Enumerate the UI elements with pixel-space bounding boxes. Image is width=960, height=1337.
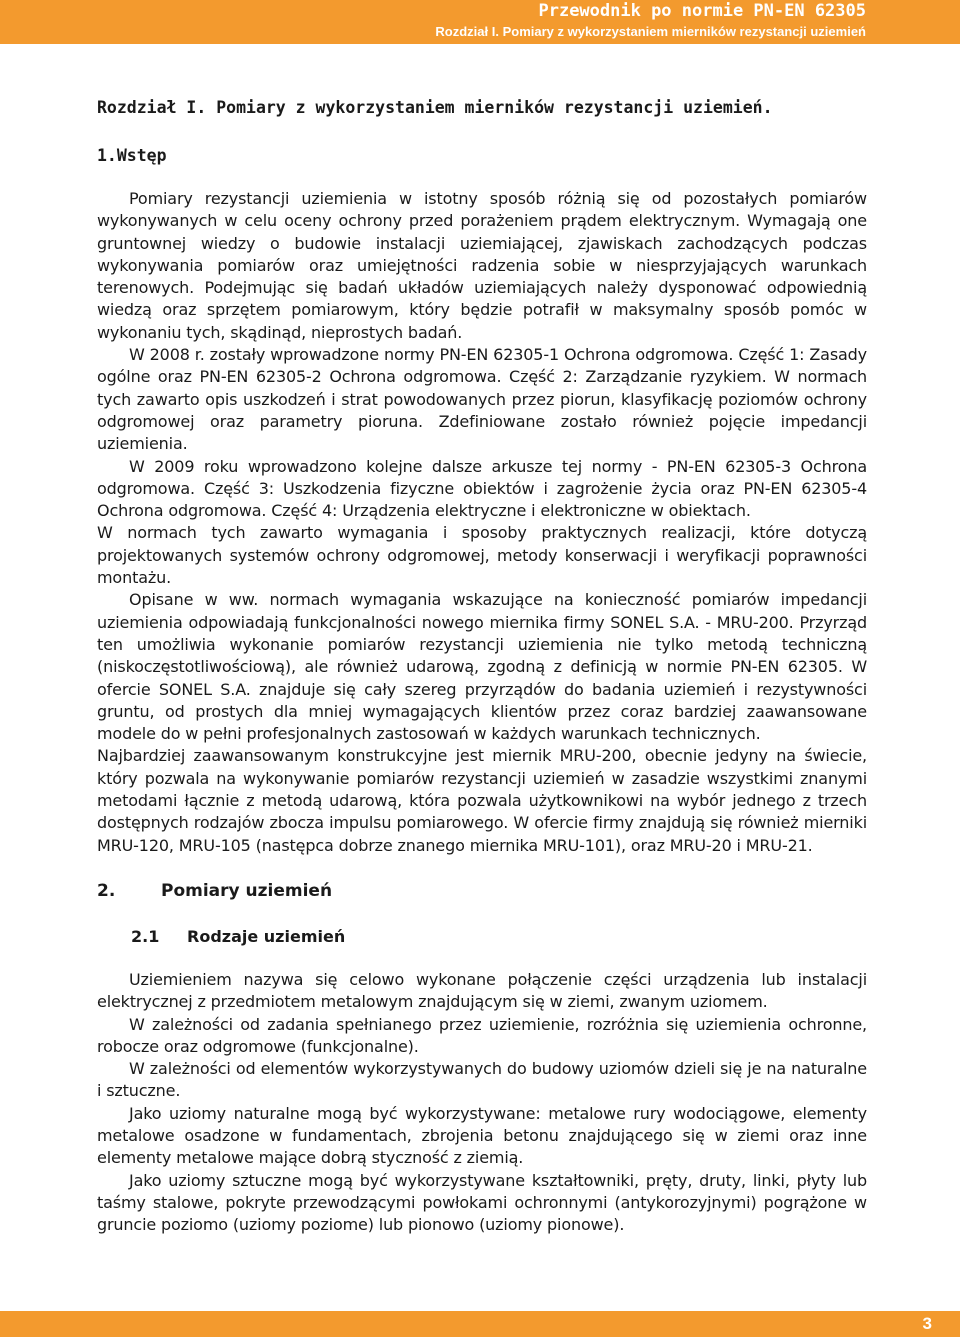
subsection-2-1-body [97,969,867,1237]
section-2-number: 2. [97,880,116,901]
subsection-2-1-heading [131,925,867,949]
section-2-title: Pomiary uziemień [161,880,333,901]
paragraph: W zależności od zadania spełnianego przez uziemienie, rozróżnia się uziemienia ochronne, robocze oraz odgromowe (funkcjonalne). [97,1014,867,1056]
paragraph: Opisane w ww. normach wymagania wskazujące na konieczność pomiarów impedancji uziemienia odpowiadają funkcjonalności nowego miernika firmy SONEL S.A. - MRU-200. Przyrząd ten umożliwia wykonanie pomiarów rezystancji uziemienia nie tylko metodą techniczną (niskoczęstotliwościową), ale również udarową, zgodną z definicją w normie PN-EN 62305. W ofercie SONEL S.A. znajduje się cały szereg przyrządów do badania uziemień i rezystywności gruntu, od prostych dla mniej wymagających klientów przez coraz bardziej zaawansowane modele do w pełni profesjonalnych zastosowań w każdych warunkach technicznych. [97,590,867,744]
section-1-body [97,188,867,857]
section-2-heading [97,879,867,903]
paragraph: W 2008 r. zostały wprowadzone normy PN-EN 62305-1 Ochrona odgromowa. Część 1: Zasady ogólne oraz PN-EN 62305-2 Ochrona odgromowa. Część 2: Zarządzanie ryzykiem. W normach tych zawarto opis uszkodzeń i strat powodowanych przez piorun, klasyfikację poziomów ochrony odgromowej oraz parametry pioruna. Zdefiniowane zostało również pojęcie impedancji uziemienia. [97,345,867,454]
header-band [0,0,960,44]
chapter-subtitle: Rozdział I. Pomiary z wykorzystaniem mierników rezystancji uziemień [435,24,866,39]
paragraph: W 2009 roku wprowadzono kolejne dalsze arkusze tej normy - PN-EN 62305-3 Ochrona odgromowa. Część 3: Uszkodzenia fizyczne obiektów i zagrożenie życia oraz PN-EN 62305-4 Ochrona odgromowa. Część 4: Urządzenia elektryczne i elektroniczne w obiektach. [97,456,867,521]
paragraph: Jako uziomy sztuczne mogą być wykorzystywane kształtowniki, pręty, druty, linki, płyty lub taśmy stalowe, pokryte przewodzącymi powłokami ochronnymi (antykorozyjnymi) pogrążone w gruncie poziomo (uziomy poziome) lub pionowo (uziomy pionowe). [97,1170,867,1235]
subsection-2-1-number: 2.1 [131,926,160,946]
guide-title: Przewodnik po normie PN-EN 62305 [538,1,866,21]
paragraph: W zależności od elementów wykorzystywanych do budowy uziomów dzieli się je na naturalne i sztuczne. [97,1059,867,1101]
paragraph: Najbardziej zaawansowanym konstrukcyjne jest miernik MRU-200, obecnie jedyny na świecie, który pozwala na wykonywanie pomiarów rezystancji uziemień w zasadzie wszystkimi znanymi metodami łącznie z metodą udarową, która pozwala użytkownikowi na wybór jednego z trzech dostępnych rodzajów zbocza impulsu pomiarowego. W ofercie firmy znajdują się również mierniki MRU-120, MRU-105 (następca dobrze znanego miernika MRU-101), oraz MRU-20 i MRU-21. [97,746,867,855]
section-1-title: 1.Wstęp [97,146,167,165]
paragraph: W normach tych zawarto wymagania i sposoby praktycznych realizacji, które dotyczą projektowanych systemów ochrony odgromowej, metody konserwacji i weryfikacji poprawności montażu. [97,523,867,588]
paragraph: Uziemieniem nazywa się celowo wykonane połączenie części urządzenia lub instalacji elektrycznej z przedmiotem metalowym znajdującym się w ziemi, zwanym uziomem. [97,969,867,1012]
footer-band [0,1311,960,1337]
paragraph: Jako uziomy naturalne mogą być wykorzystywane: metalowe rury wodociągowe, elementy metalowe osadzone w fundamentach, zbrojenia betonu znajdującego się w ziemi oraz inne elementy metalowe mające dobrą styczność z ziemią. [97,1103,867,1168]
chapter-title: Rozdział I. Pomiary z wykorzystaniem mierników rezystancji uziemień. [97,98,773,117]
page-number: 3 [922,1314,932,1333]
section-2 [97,879,867,1237]
subsection-2-1-title: Rodzaje uziemień [187,926,346,946]
page-content [97,96,867,1236]
paragraph: Pomiary rezystancji uziemienia w istotny sposób różnią się od pozostałych pomiarów wykonywanych w celu oceny ochrony przed porażeniem prądem elektrycznym. Wymagają one gruntownej wiedzy o budowie instalacji uziemiającej, zjawiskach zachodzących podczas wykonywania pomiarów oraz umiejętności radzenia sobie w niesprzyjających warunkach terenowych. Podejmując się badań układów uziemiających należy dysponować odpowiednią wiedzą oraz sprzętem pomiarowym, który będzie potrafił w maksymalny sposób pomóc w wykonaniu tych, skądinąd, nieprostych badań. [97,189,867,342]
